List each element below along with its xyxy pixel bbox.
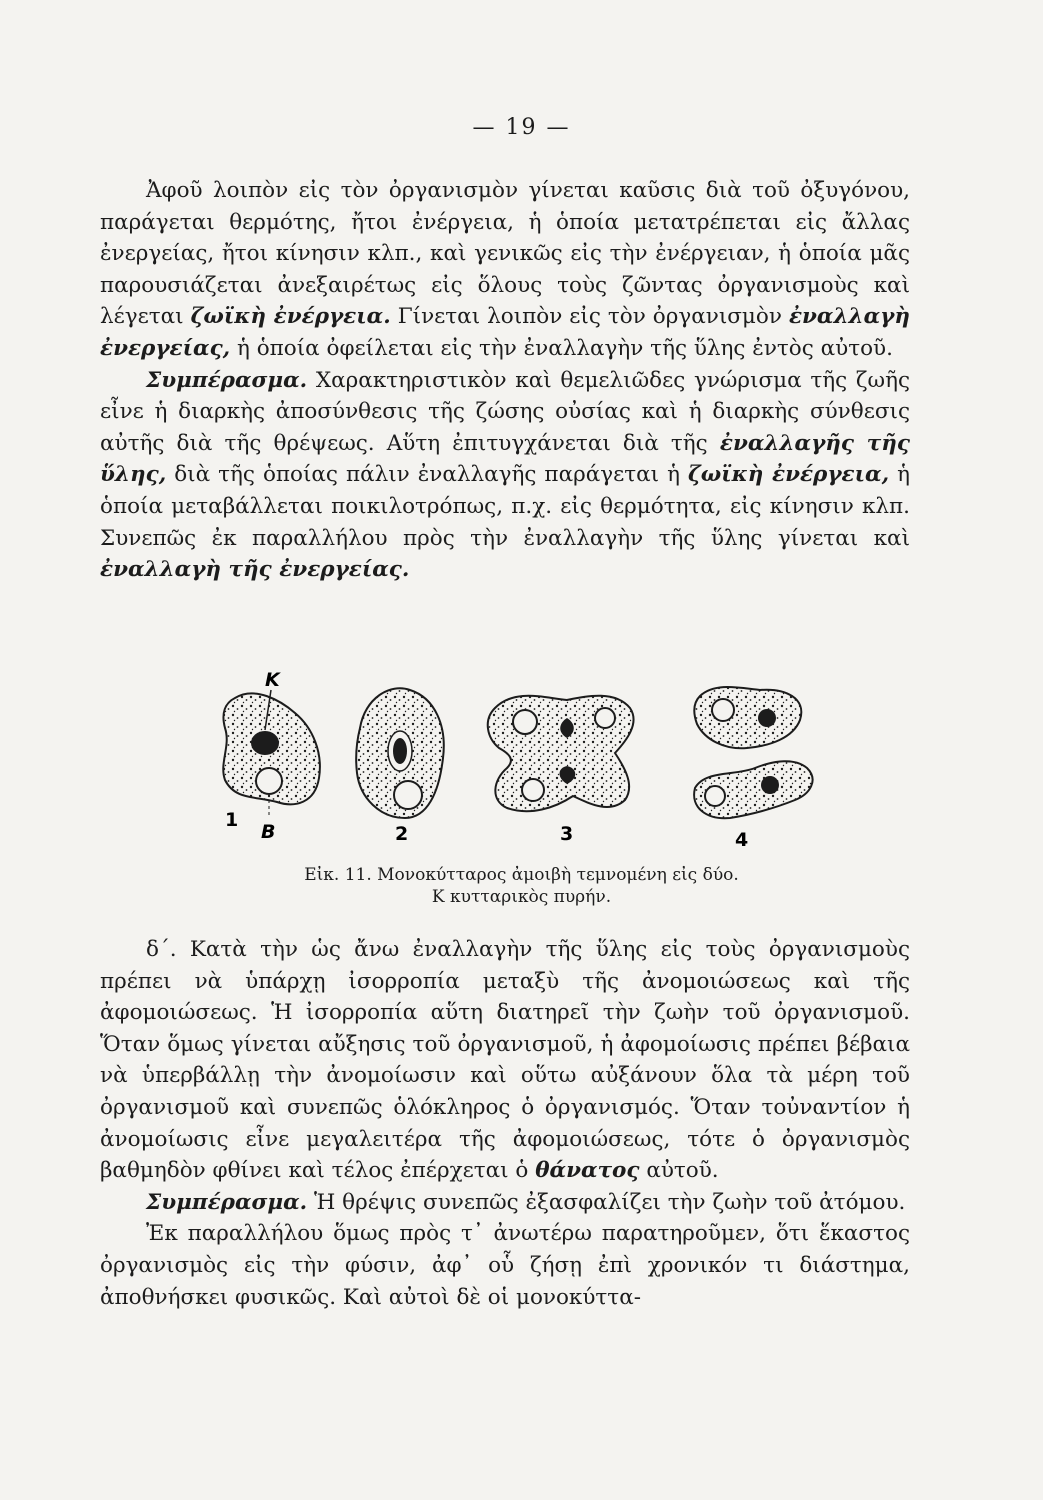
paragraph-1-text-a: Ἀφοῦ λοιπὸν εἰς τὸν ὀργανισμὸν γίνεται καῦσις διὰ τοῦ ὀξυγόνου, παράγεται θερμότης, ἤτοι ἐνέργεια, ἡ ὁποία μετατρέπεται εἰς ἄλλας ἐνεργείας, ἤτοι κίνησιν κλπ., καὶ γενικῶς εἰς τὴν ἐνέργειαν, ἡ ὁποία μᾶς παρουσιάζεται ἀνεξαιρέτως εἰς ὅλους τοὺς ζῶντας ὀργανισμοὺς καὶ λέγεται [100, 178, 910, 330]
paragraph-3-text-b: αὐτοῦ. [646, 1158, 719, 1184]
vacuole-3b [595, 708, 615, 728]
paragraph-2-text-a: Χαρακτηριστικὸν καὶ θεμελιῶδες γνώρισμα τῆς ζωῆς εἶνε ἡ διαρκὴς ἀποσύνθεσις τῆς ζώσης οὐσίας καὶ ἡ διαρκὴς σύνθεσις αὐτῆς διὰ τῆς θρέψεως. Αὕτη ἐπιτυγχάνεται διὰ τῆς [100, 367, 910, 456]
amoeba-figure [195, 668, 835, 858]
term-zoiki-energeia-2: ζωϊκὴ ἐνέργεια, [687, 462, 890, 488]
label-nucleus-k: K [265, 669, 280, 691]
nucleus-1 [251, 731, 279, 755]
paragraph-3 [100, 934, 910, 1187]
vacuole-1 [256, 768, 282, 794]
paragraph-1-text-b: Γίνεται λοιπὸν εἰς τὸν ὀργανισμὸν [397, 304, 782, 330]
paragraph-5-text: Ἐκ παραλλήλου ὅμως πρὸς τ᾽ ἀνωτέρω παρατηροῦμεν, ὅτι ἕκαστος ὀργανισμὸς εἰς τὴν φύσιν, ἀφ᾽ οὗ ζήσῃ ἐπὶ χρονικόν τι διάστημα, ἀποθνήσκει φυσικῶς. Καὶ αὐτοὶ δὲ οἱ μονοκύττα- [100, 1221, 910, 1310]
paragraph-3-text-a: δ΄. Κατὰ τὴν ὡς ἄνω ἐναλλαγὴν τῆς ὕλης εἰς τοὺς ὀργανισμοὺς πρέπει νὰ ὑπάρχῃ ἰσορροπία μεταξὺ τῆς ἀνομοιώσεως καὶ τῆς ἀφομοιώσεως. Ἡ ἰσορροπία αὕτη διατηρεῖ τὴν ζωὴν τοῦ ὀργανισμοῦ. Ὅταν ὅμως γίνεται αὔξησις τοῦ ὀργανισμοῦ, ἡ ἀφομοίωσις πρέπει βέβαια νὰ ὑπερβάλλῃ τὴν ἀνομοίωσιν καὶ οὕτω αὐξάνουν ὅλα τὰ μέρη τοῦ ὀργανισμοῦ καὶ συνεπῶς ὁλόκληρος ὁ ὀργανισμός. Ὅταν τοὐναντίον ἡ ἀνομοίωσις εἶνε μεγαλειτέρα τῆς ἀφομοιώσεως, τότε ὁ ὀργανισμὸς βαθμηδὸν φθίνει καὶ τέλος ἐπέρχεται ὁ [100, 937, 910, 1184]
paragraph-2-text-b: διὰ τῆς ὁποίας πάλιν ἐναλλαγῆς παράγεται ἡ [174, 462, 680, 488]
page-number: — 19 — [472, 115, 571, 140]
nucleus-4a [758, 709, 776, 727]
term-enallagi-energeias: ἐναλλαγὴ ἐνεργείας, [100, 304, 910, 361]
text-block-bottom [100, 934, 910, 1313]
vacuole-2 [394, 781, 422, 809]
amoeba-cell-1 [223, 690, 320, 818]
nucleus-4b [761, 776, 779, 794]
label-fig-2: 2 [395, 823, 409, 845]
conclusion-label-2: Συμπέρασμα. [146, 1189, 308, 1215]
amoeba-cell-4 [694, 687, 812, 818]
paragraph-4 [100, 1187, 910, 1219]
vacuole-4a [712, 699, 734, 721]
label-fig-1: 1 [225, 809, 239, 831]
term-enallagis-tis-ylis: ἐναλλαγῆς τῆς ὕλης, [100, 430, 910, 488]
vacuole-4b [705, 786, 725, 806]
label-vacuole-b: B [261, 821, 276, 843]
label-fig-3: 3 [560, 823, 574, 845]
paragraph-2-text-c: ἡ ὁποία μεταβάλλεται ποικιλοτρόπως, π.χ. εἰς θερμότητα, εἰς κίνησιν κλπ. Συνεπῶς ἐκ παραλλήλου πρὸς τὴν ἐναλλαγὴν τῆς ὕλης γίνεται καὶ [100, 462, 910, 551]
term-zoiki-energeia: ζωϊκὴ ἐνέργεια. [190, 304, 391, 330]
amoeba-cell-3 [488, 696, 634, 811]
paragraph-1-text-c: ἡ ὁποία ὀφείλεται εἰς τὴν ἐναλλαγὴν τῆς ὕλης ἐντὸς αὐτοῦ. [237, 335, 893, 361]
paragraph-4-text: Ἡ θρέψις συνεπῶς ἐξασφαλίζει τὴν ζωὴν τοῦ ἀτόμου. [313, 1189, 906, 1215]
amoeba-cell-2 [356, 688, 444, 818]
term-enallagi-tis-energeias: ἐναλλαγὴ τῆς ἐνεργείας. [100, 557, 410, 583]
paragraph-1 [100, 175, 910, 365]
figure-caption-legend: Κ κυτταρικὸς πυρήν. [431, 887, 612, 907]
figure-caption: Εἰκ. 11. Μονοκύτταρος ἀμοιβὴ τεμνομένη εἰς δύο. [304, 865, 739, 885]
paragraph-2 [100, 365, 910, 586]
vacuole-3c [522, 779, 544, 801]
vacuole-3a [513, 710, 537, 734]
conclusion-label-1: Συμπέρασμα. [146, 367, 308, 393]
label-fig-4: 4 [735, 829, 749, 851]
paragraph-5 [100, 1218, 910, 1313]
term-thanatos: θάνατος [535, 1158, 640, 1184]
amoeba-division-illustration [195, 668, 835, 858]
text-block-top [100, 175, 910, 586]
